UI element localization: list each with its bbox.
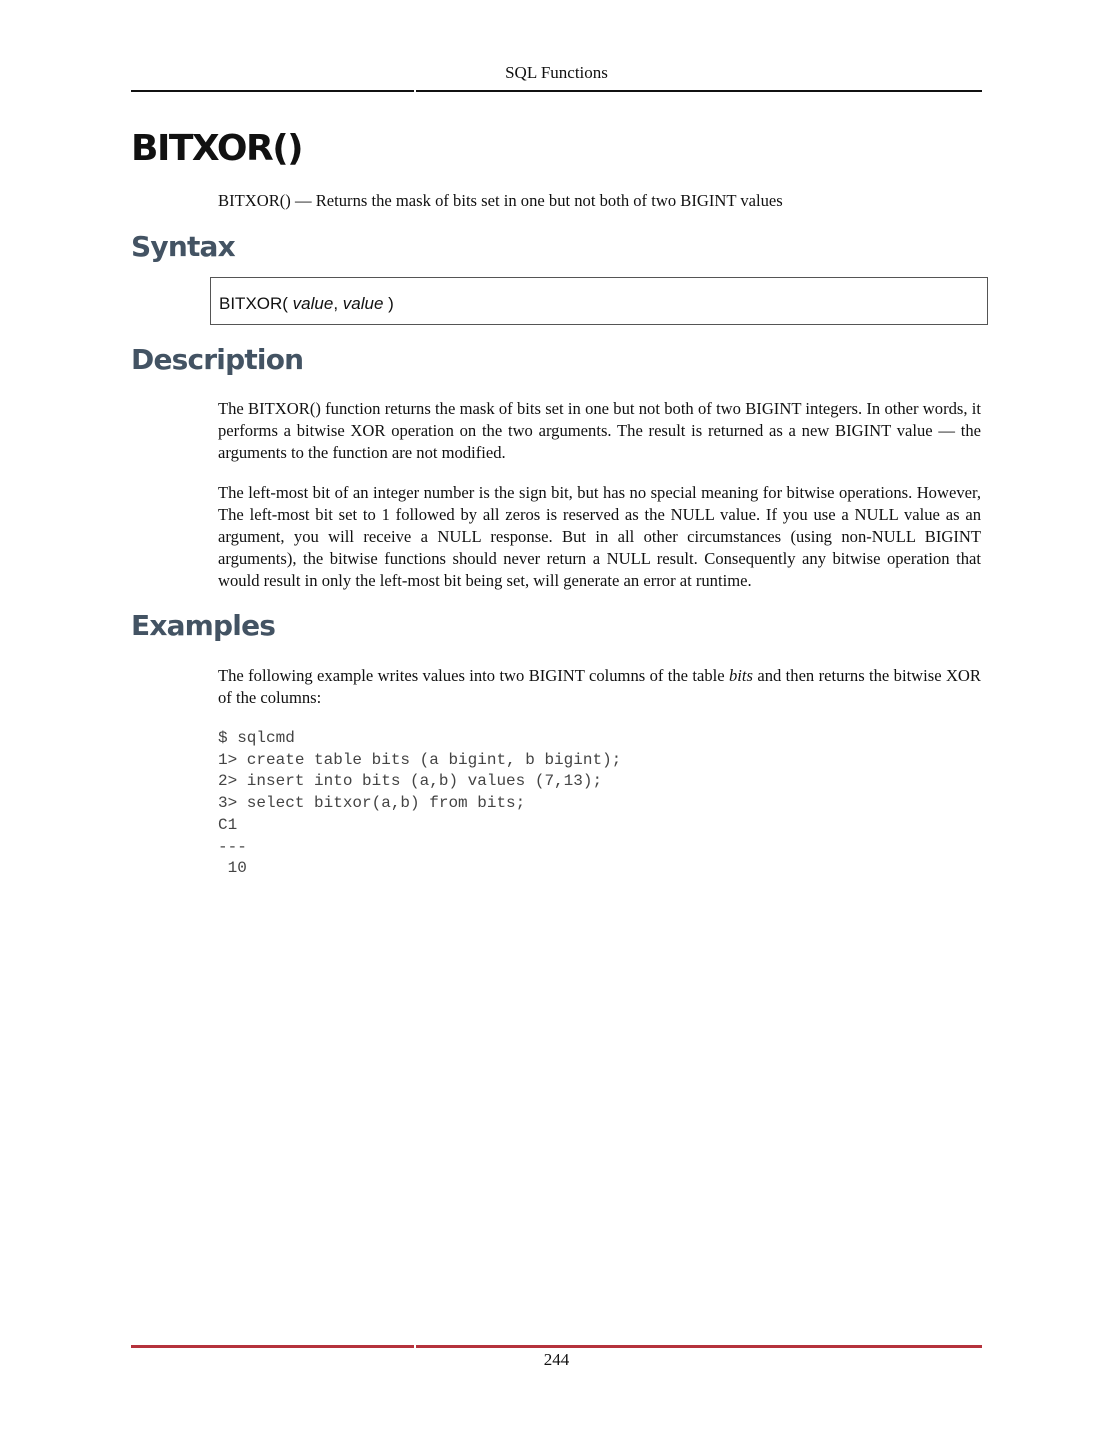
- page-number: 244: [543, 1350, 570, 1369]
- footer-rule: [131, 1345, 982, 1348]
- header-rule: [131, 90, 982, 92]
- description-heading: Description: [131, 343, 304, 376]
- examples-paragraph: The following example writes values into two BIGINT columns of the table bits and then returns the bitwise XOR of the columns:: [218, 666, 981, 707]
- example-code-block: $ sqlcmd 1> create table bits (a bigint, b bigint); 2> insert into bits (a,b) values (7,13); 3> select bitxor(a,b) from bits; C1 --- 10: [218, 729, 622, 878]
- description-paragraph-1: The BITXOR() function returns the mask of bits set in one but not both of two BIGINT integers. In other words, it performs a bitwise XOR operation on the two arguments. The result is returned as a new BIGINT value — the arguments to the function are not modified.: [218, 399, 981, 462]
- syntax-text: BITXOR( value, value ): [219, 294, 394, 313]
- syntax-box: [210, 277, 988, 325]
- syntax-heading: Syntax: [131, 230, 235, 263]
- page-title: BITXOR(): [131, 128, 303, 169]
- running-header: SQL Functions: [505, 63, 608, 82]
- function-summary: BITXOR() — Returns the mask of bits set in one but not both of two BIGINT values: [218, 191, 783, 210]
- examples-heading: Examples: [131, 609, 276, 642]
- description-paragraph-2: The left-most bit of an integer number is the sign bit, but has no special meaning for bitwise operations. However, The left-most bit set to 1 followed by all zeros is reserved as the NULL value. If you use a NULL value as an argument, you will receive a NULL response. But in all other circumstances (using non-NULL BIGINT arguments), the bitwise functions should never return a NULL result. Consequently any bitwise operation that would result in only the left-most bit being set, will generate an error at runtime.: [218, 483, 981, 590]
